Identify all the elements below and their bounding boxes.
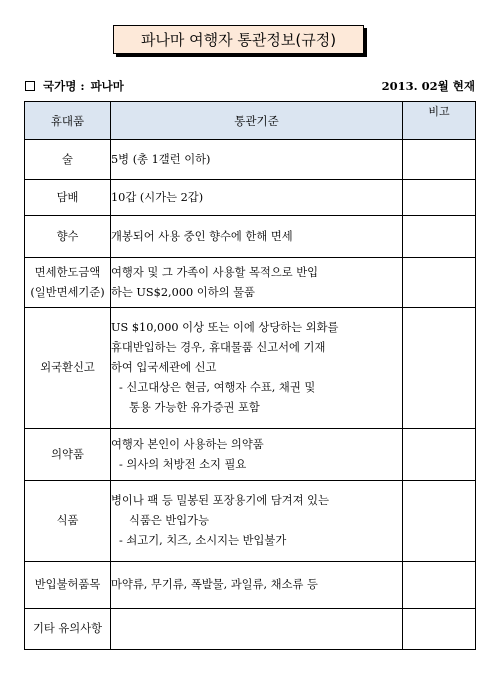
customs-rules-table: [24, 101, 476, 650]
criteria-line: 식품은 반입가능: [129, 514, 209, 527]
criteria-line: US $10,000 이상 또는 이에 상당하는 외화를: [111, 321, 339, 334]
item-label-line: 향수: [56, 229, 79, 243]
row-item: [25, 481, 111, 562]
row-note: [403, 216, 476, 258]
table-row: [25, 429, 476, 481]
row-criteria: [111, 429, 403, 481]
table-row: [25, 308, 476, 429]
table-row: [25, 481, 476, 562]
document-title: 파나마 여행자 통관정보(규정): [113, 25, 364, 54]
item-label-line: 술: [62, 152, 73, 166]
item-label-line: 담배: [56, 190, 79, 204]
header-note: 비고: [403, 102, 476, 140]
item-label-line: 면세한도금액: [34, 265, 101, 279]
row-item: [25, 258, 111, 308]
as-of-date: 2013. 02월 현재: [381, 79, 475, 93]
row-criteria: [111, 216, 403, 258]
document-meta: [25, 78, 475, 94]
row-item: [25, 216, 111, 258]
row-note: [403, 429, 476, 481]
row-note: [403, 140, 476, 180]
table-row: [25, 140, 476, 180]
item-label-line: 기타 유의사항: [32, 622, 103, 635]
criteria-line: - 쇠고기, 치즈, 소시지는 반입불가: [119, 534, 287, 547]
table-row: [25, 180, 476, 216]
table-row: [25, 258, 476, 308]
country-info: [25, 78, 124, 94]
row-item: [25, 429, 111, 481]
checkbox-icon: [25, 81, 35, 91]
item-label-line: 외국환신고: [40, 361, 95, 374]
table-row: [25, 216, 476, 258]
row-note: [403, 609, 476, 650]
row-criteria: [111, 140, 403, 180]
table-row: [25, 609, 476, 650]
criteria-line: 하는 US$2,000 이하의 물품: [111, 285, 255, 299]
criteria-line: 10갑 (시가는 2갑): [111, 190, 204, 204]
row-criteria: [111, 180, 403, 216]
criteria-line: - 신고대상은 현금, 여행자 수표, 채권 및: [119, 381, 316, 394]
item-label-line: 의약품: [51, 447, 84, 461]
row-item: [25, 609, 111, 650]
criteria-line: 여행자 본인이 사용하는 의약품: [111, 437, 264, 451]
row-item: [25, 308, 111, 429]
row-note: [403, 308, 476, 429]
item-label-line: (일반면세기준): [30, 285, 105, 299]
table-row: [25, 562, 476, 609]
item-label-line: 식품: [56, 514, 79, 527]
row-criteria: [111, 308, 403, 429]
criteria-line: 병이나 팩 등 밀봉된 포장용기에 담겨져 있는: [111, 494, 329, 507]
row-note: [403, 481, 476, 562]
row-criteria: [111, 609, 403, 650]
row-item: [25, 562, 111, 609]
row-note: [403, 258, 476, 308]
row-item: [25, 140, 111, 180]
row-criteria: [111, 562, 403, 609]
header-item: 휴대품: [25, 102, 111, 140]
criteria-line: 5병 (총 1갤런 이하): [111, 152, 211, 166]
item-label-line: 반입불허품목: [34, 578, 101, 591]
country-value: 파나마: [90, 79, 124, 93]
row-note: [403, 180, 476, 216]
table-header-row: [25, 102, 476, 140]
country-label: 국가명 :: [43, 79, 85, 93]
criteria-line: 여행자 및 그 가족이 사용할 목적으로 반입: [111, 265, 319, 279]
criteria-line: 통용 가능한 유가증권 포함: [129, 401, 260, 414]
criteria-line: 개봉되어 사용 중인 향수에 한해 면세: [111, 229, 293, 243]
row-note: [403, 562, 476, 609]
header-criteria: 통관기준: [111, 102, 403, 140]
criteria-line: 마약류, 무기류, 폭발물, 과일류, 채소류 등: [111, 578, 318, 591]
row-item: [25, 180, 111, 216]
row-criteria: [111, 258, 403, 308]
criteria-line: 하여 입국세관에 신고: [111, 361, 217, 374]
row-criteria: [111, 481, 403, 562]
criteria-line: 휴대반입하는 경우, 휴대물품 신고서에 기재: [111, 341, 326, 354]
criteria-line: - 의사의 처방전 소지 필요: [119, 457, 247, 471]
